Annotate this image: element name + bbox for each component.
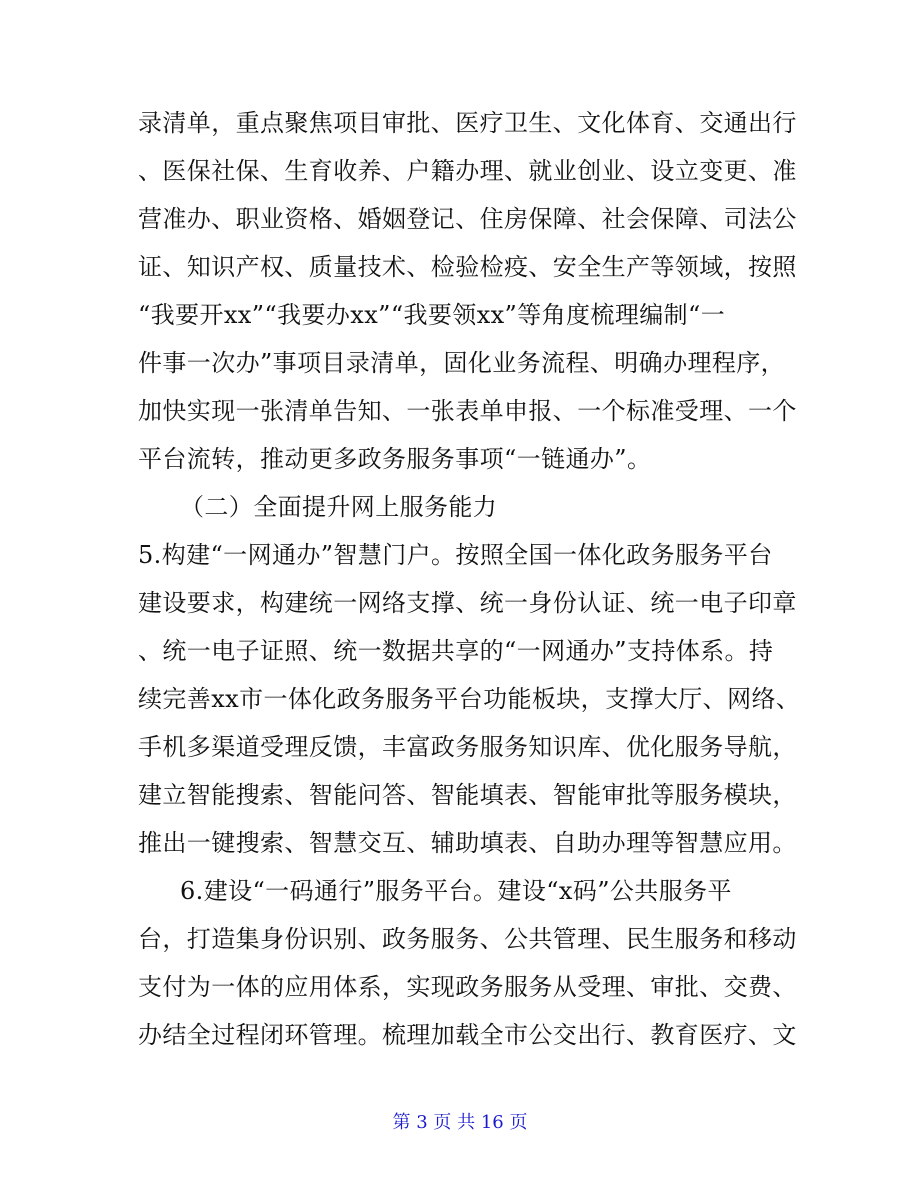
- body-line-16: 推出一键搜索、智慧交互、辅助填表、自助办理等智慧应用。: [138, 829, 797, 857]
- body-line-17: 6.建设“一码通行”服务平台。建设“x码”公共服务平: [180, 877, 732, 905]
- body-line-10: 5.构建“一网通办”智慧门户。按照全国一体化政务服务平台: [138, 541, 773, 569]
- body-line-5: “我要开xx”“我要办xx”“我要领xx”等角度梳理编制“一: [138, 301, 726, 329]
- page-number-footer: 第 3 页 共 16 页: [392, 1112, 528, 1133]
- body-line-18: 台，打造集身份识别、政务服务、公共管理、民生服务和移动: [138, 925, 797, 953]
- body-line-2: 、医保社保、生育收养、户籍办理、就业创业、设立变更、准: [138, 157, 797, 185]
- body-line-13: 续完善xx市一体化政务服务平台功能板块，支撑大厅、网络、: [138, 685, 801, 713]
- body-line-4: 证、知识产权、质量技术、检验检疫、安全生产等领域，按照: [138, 253, 797, 281]
- body-line-14: 手机多渠道受理反馈，丰富政务服务知识库、优化服务导航，: [138, 733, 797, 761]
- body-line-7: 加快实现一张清单告知、一张表单申报、一个标准受理、一个: [138, 397, 797, 425]
- body-line-3: 营准办、职业资格、婚姻登记、住房保障、社会保障、司法公: [138, 205, 797, 233]
- body-line-12: 、统一电子证照、统一数据共享的“一网通办”支持体系。持: [138, 637, 774, 665]
- section-heading: （二）全面提升网上服务能力: [180, 493, 498, 521]
- body-line-1: 录清单，重点聚焦项目审批、医疗卫生、文化体育、交通出行: [138, 109, 797, 137]
- body-line-8: 平台流转，推动更多政务服务事项“一链通办”。: [138, 445, 652, 473]
- body-line-6: 件事一次办”事项目录清单，固化业务流程、明确办理程序，: [138, 349, 786, 377]
- body-line-11: 建设要求，构建统一网络支撑、统一身份认证、统一电子印章: [138, 589, 797, 617]
- body-line-15: 建立智能搜索、智能问答、智能填表、智能审批等服务模块，: [138, 781, 797, 809]
- body-line-20: 办结全过程闭环管理。梳理加载全市公交出行、教育医疗、文: [138, 1021, 797, 1049]
- body-line-19: 支付为一体的应用体系，实现政务服务从受理、审批、交费、: [138, 973, 797, 1001]
